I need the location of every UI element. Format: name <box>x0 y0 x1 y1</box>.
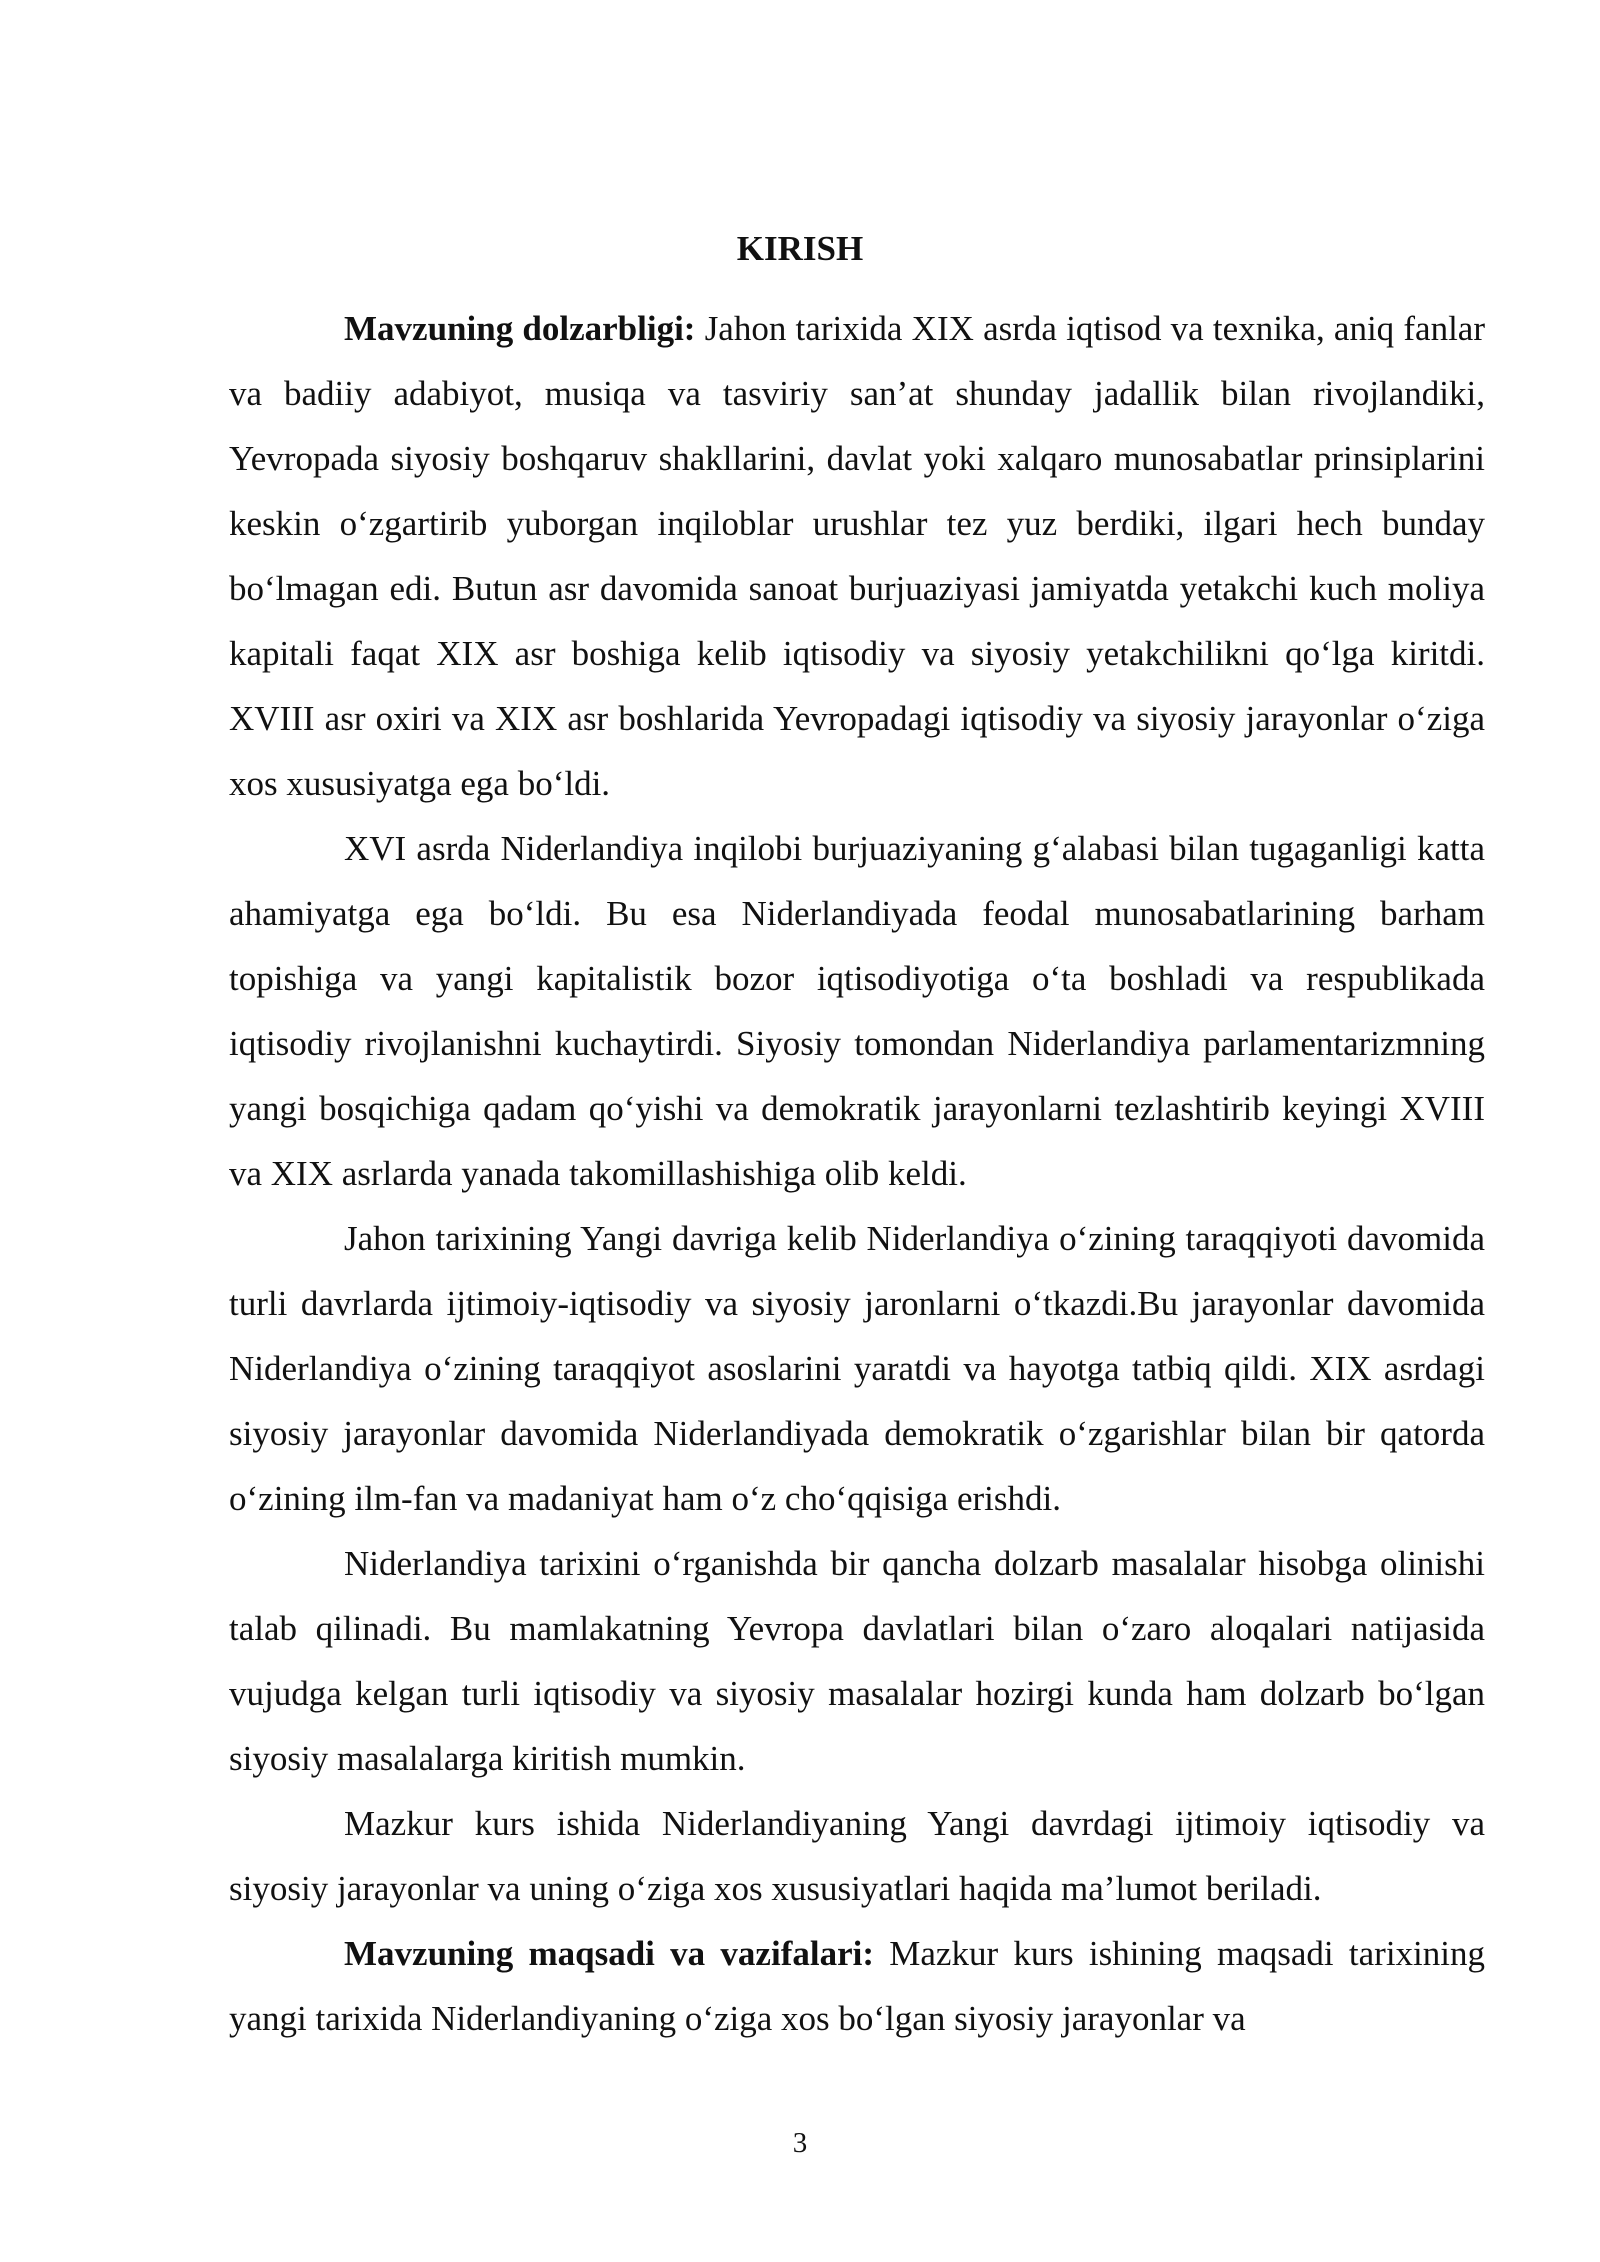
paragraph-netherlands-revolution <box>229 816 1485 1206</box>
paragraph-goals <box>229 1921 1485 2051</box>
paragraph-study-issues <box>229 1531 1485 1791</box>
paragraph-course-work <box>229 1791 1485 1921</box>
paragraph-text: Jahon tarixining Yangi davriga kelib Niderlandiya o‘zining taraqqiyoti davomida turli davrlarda ijtimoiy-iqtisodiy va siyosiy jaronlarni o‘tkazdi.Bu jarayonlar davomida Niderlandiya o‘zining taraqqiyot asoslarini yaratdi va hayotga tatbiq qildi. XIX asrdagi siyosiy jarayonlar davomida Niderlandiyada demokratik o‘zgarishlar bilan bir qatorda o‘zining ilm-fan va madaniyat ham o‘z cho‘qqisiga erishdi. <box>229 1219 1485 1518</box>
paragraph-text: Mazkur kurs ishida Niderlandiyaning Yangi davrdagi ijtimoiy iqtisodiy va siyosiy jarayonlar va uning o‘ziga xos xususiyatlari haqida ma’lumot beriladi. <box>229 1804 1485 1908</box>
paragraph-label: Mavzuning maqsadi va vazifalari: <box>344 1934 874 1973</box>
page-title: KIRISH <box>736 229 864 268</box>
paragraph-text: Niderlandiya tarixini o‘rganishda bir qancha dolzarb masalalar hisobga olinishi talab qilinadi. Bu mamlakatning Yevropa davlatlari bilan o‘zaro aloqalari natijasida vujudga kelgan turli iqtisodiy va siyosiy masalalar hozirgi kunda ham dolzarb bo‘lgan siyosiy masalalarga kiritish mumkin. <box>229 1544 1485 1778</box>
paragraph-text: Mazkur kurs ishining maqsadi tarixining yangi tarixida Niderlandiyaning o‘ziga xos bo‘lgan siyosiy jarayonlar va <box>229 1934 1485 2038</box>
page-number: 3 <box>792 2127 808 2159</box>
paragraph-relevance <box>229 296 1485 816</box>
paragraph-modern-period <box>229 1206 1485 1531</box>
paragraph-label: Mavzuning dolzarbligi: <box>344 309 696 348</box>
paragraph-text: XVI asrda Niderlandiya inqilobi burjuaziyaning g‘alabasi bilan tugaganligi katta ahamiyatga ega bo‘ldi. Bu esa Niderlandiyada feodal munosabatlarining barham topishiga va yangi kapitalistik bozor iqtisodiyotiga o‘ta boshladi va respublikada iqtisodiy rivojlanishni kuchaytirdi. Siyosiy tomondan Niderlandiya parlamentarizmning yangi bosqichiga qadam qo‘yishi va demokratik jarayonlarni tezlashtirib keyingi XVIII va XIX asrlarda yanada takomillashishiga olib keldi. <box>229 829 1485 1193</box>
paragraph-text: Jahon tarixida XIX asrda iqtisod va texnika, aniq fanlar va badiiy adabiyot, musiqa va tasviriy san’at shunday jadallik bilan rivojlandiki, Yevropada siyosiy boshqaruv shakllarini, davlat yoki xalqaro munosabatlar prinsiplarini keskin o‘zgartirib yuborgan inqiloblar urushlar tez yuz berdiki, ilgari hech bunday bo‘lmagan edi. Butun asr davomida sanoat burjuaziyasi jamiyatda yetakchi kuch moliya kapitali faqat XIX asr boshiga kelib iqtisodiy va siyosiy yetakchilikni qo‘lga kiritdi. XVIII asr oxiri va XIX asr boshlarida Yevropadagi iqtisodiy va siyosiy jarayonlar o‘ziga xos xususiyatga ega bo‘ldi. <box>229 309 1485 803</box>
document-body <box>229 296 1485 2051</box>
